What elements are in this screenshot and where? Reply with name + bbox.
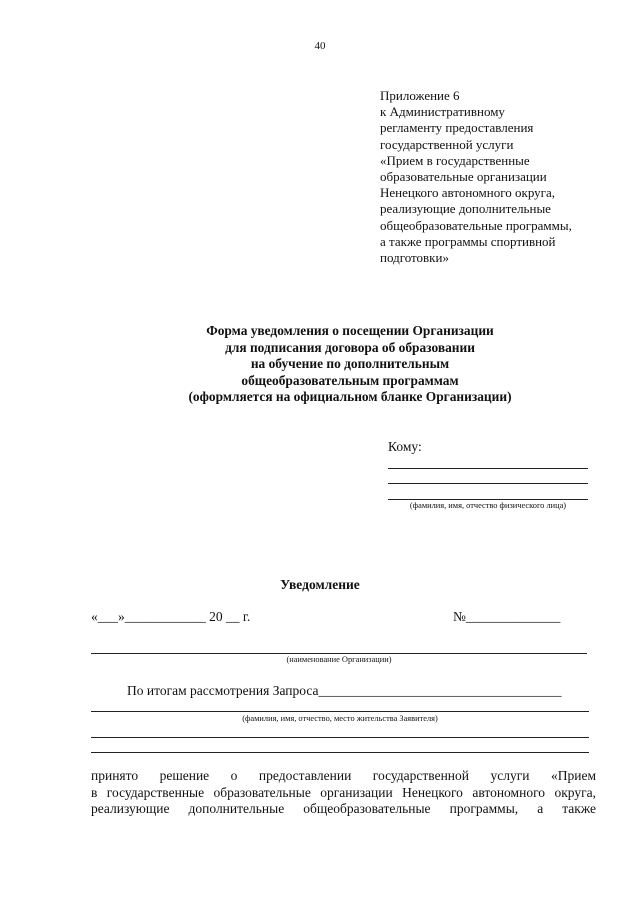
request-line: По итогам рассмотрения Запроса____________________________________ bbox=[127, 683, 562, 698]
form-title-line: общеобразовательным программам bbox=[241, 372, 459, 388]
organization-line bbox=[91, 653, 587, 654]
applicant-line-2 bbox=[91, 737, 589, 738]
form-title-line: Форма уведомления о посещении Организации bbox=[206, 323, 494, 338]
appendix-line: к Административному bbox=[380, 104, 505, 120]
form-title bbox=[110, 323, 590, 406]
recipient-line-2 bbox=[388, 483, 588, 484]
recipient-line-1 bbox=[388, 468, 588, 469]
appendix-line: общеобразовательные программы, bbox=[380, 217, 572, 233]
appendix-line: Приложение 6 bbox=[380, 88, 460, 103]
recipient-caption: (фамилия, имя, отчество физического лица) bbox=[409, 501, 567, 510]
appendix-line: а также программы спортивной bbox=[380, 233, 556, 249]
appendix-line: государственной услуги bbox=[380, 136, 514, 152]
recipient-label: Кому: bbox=[388, 439, 422, 454]
organization-caption: (наименование Организации) bbox=[286, 655, 392, 664]
appendix-line: реализующие дополнительные bbox=[380, 201, 551, 217]
appendix-line: «Прием в государственные bbox=[380, 152, 530, 168]
applicant-caption: (фамилия, имя, отчество, место жительства Заявителя) bbox=[242, 714, 438, 723]
page-number: 40 bbox=[314, 40, 326, 52]
applicant-line-3 bbox=[91, 752, 589, 753]
body-paragraph bbox=[91, 768, 596, 818]
body-line: принято решение о предоставлении государственной услуги «Прием bbox=[91, 768, 596, 783]
appendix-line: Ненецкого автономного округа, bbox=[380, 185, 555, 201]
recipient-line-3 bbox=[388, 499, 588, 500]
number-line: №______________ bbox=[453, 609, 561, 624]
appendix-line: подготовки» bbox=[380, 250, 449, 266]
form-title-line: (оформляется на официальном бланке Организации) bbox=[188, 389, 512, 405]
form-title-line: на обучение по дополнительным bbox=[250, 356, 450, 372]
body-line: в государственные образовательные организации Ненецкого автономного округа, bbox=[91, 784, 596, 800]
appendix-line: образовательные организации bbox=[380, 169, 547, 185]
applicant-line-1 bbox=[91, 711, 589, 712]
body-line: реализующие дополнительные общеобразовательные программы, а также bbox=[91, 801, 596, 816]
form-title-line: для подписания договора об образовании bbox=[225, 339, 475, 355]
date-line: «___»____________ 20 __ г. bbox=[91, 609, 251, 624]
appendix-line: регламенту предоставления bbox=[380, 120, 534, 136]
notice-title: Уведомление bbox=[280, 577, 360, 592]
appendix-block bbox=[380, 88, 610, 266]
